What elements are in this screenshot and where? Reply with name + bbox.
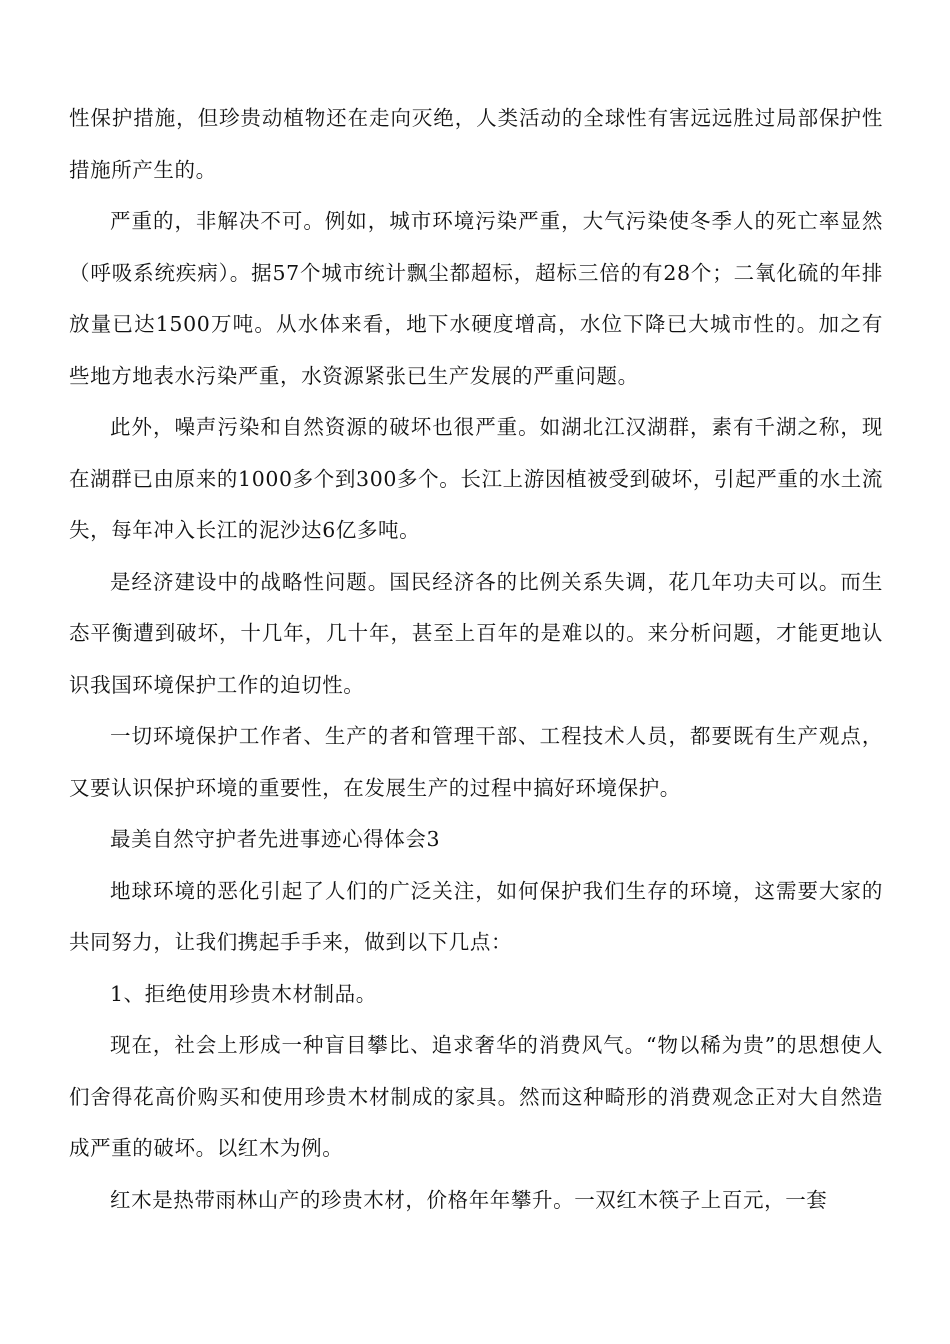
paragraph: 地球环境的恶化引起了人们的广泛关注，如何保护我们生存的环境，这需要大家的共同努力，让我们携起手手来，做到以下几点： <box>69 878 883 954</box>
paragraph: 严重的，非解决不可。例如，城市环境污染严重，大气污染使冬季人的死亡率显然（呼吸系统疾病）。据57个城市统计飘尘都超标，超标三倍的有28个；二氧化硫的年排放量已达1500万吨。从水体来看，地下水硬度增高，水位下降已大城市性的。加之有些地方地表水污染严重，水资源紧张已生产发展的严重问题。 <box>69 209 883 388</box>
paragraph: 现在，社会上形成一种盲目攀比、追求奢华的消费风气。“物以稀为贵”的思想使人们舍得花高价购买和使用珍贵木材制成的家具。然而这种畸形的消费观念正对大自然造成严重的破坏。以红木为例。 <box>69 1033 883 1160</box>
paragraph-continuation: 性保护措施，但珍贵动植物还在走向灭绝，人类活动的全球性有害远远胜过局部保护性措施所产生的。 <box>69 106 883 182</box>
section-heading: 最美自然守护者先进事迹心得体会3 <box>110 827 441 851</box>
paragraph: 红木是热带雨林山产的珍贵木材，价格年年攀升。一双红木筷子上百元，一套 <box>110 1187 828 1212</box>
paragraph: 是经济建设中的战略性问题。国民经济各的比例关系失调，花几年功夫可以。而生态平衡遭到破坏，十几年，几十年，甚至上百年的是难以的。来分析问题，才能更地认识我国环境保护工作的迫切性。 <box>69 569 883 697</box>
paragraph: 一切环境保护工作者、生产的者和管理干部、工程技术人员，都要既有生产观点，又要认识保护环境的重要性，在发展生产的过程中搞好环境保护。 <box>69 724 883 800</box>
document-body <box>69 93 883 1226</box>
paragraph: 此外，噪声污染和自然资源的破坏也很严重。如湖北江汉湖群，素有千湖之称，现在湖群已由原来的1000多个到300多个。长江上游因植被受到破坏，引起严重的水土流失，每年冲入长江的泥沙达6亿多吨。 <box>69 415 883 542</box>
list-item-heading: 1、拒绝使用珍贵木材制品。 <box>110 981 377 1006</box>
